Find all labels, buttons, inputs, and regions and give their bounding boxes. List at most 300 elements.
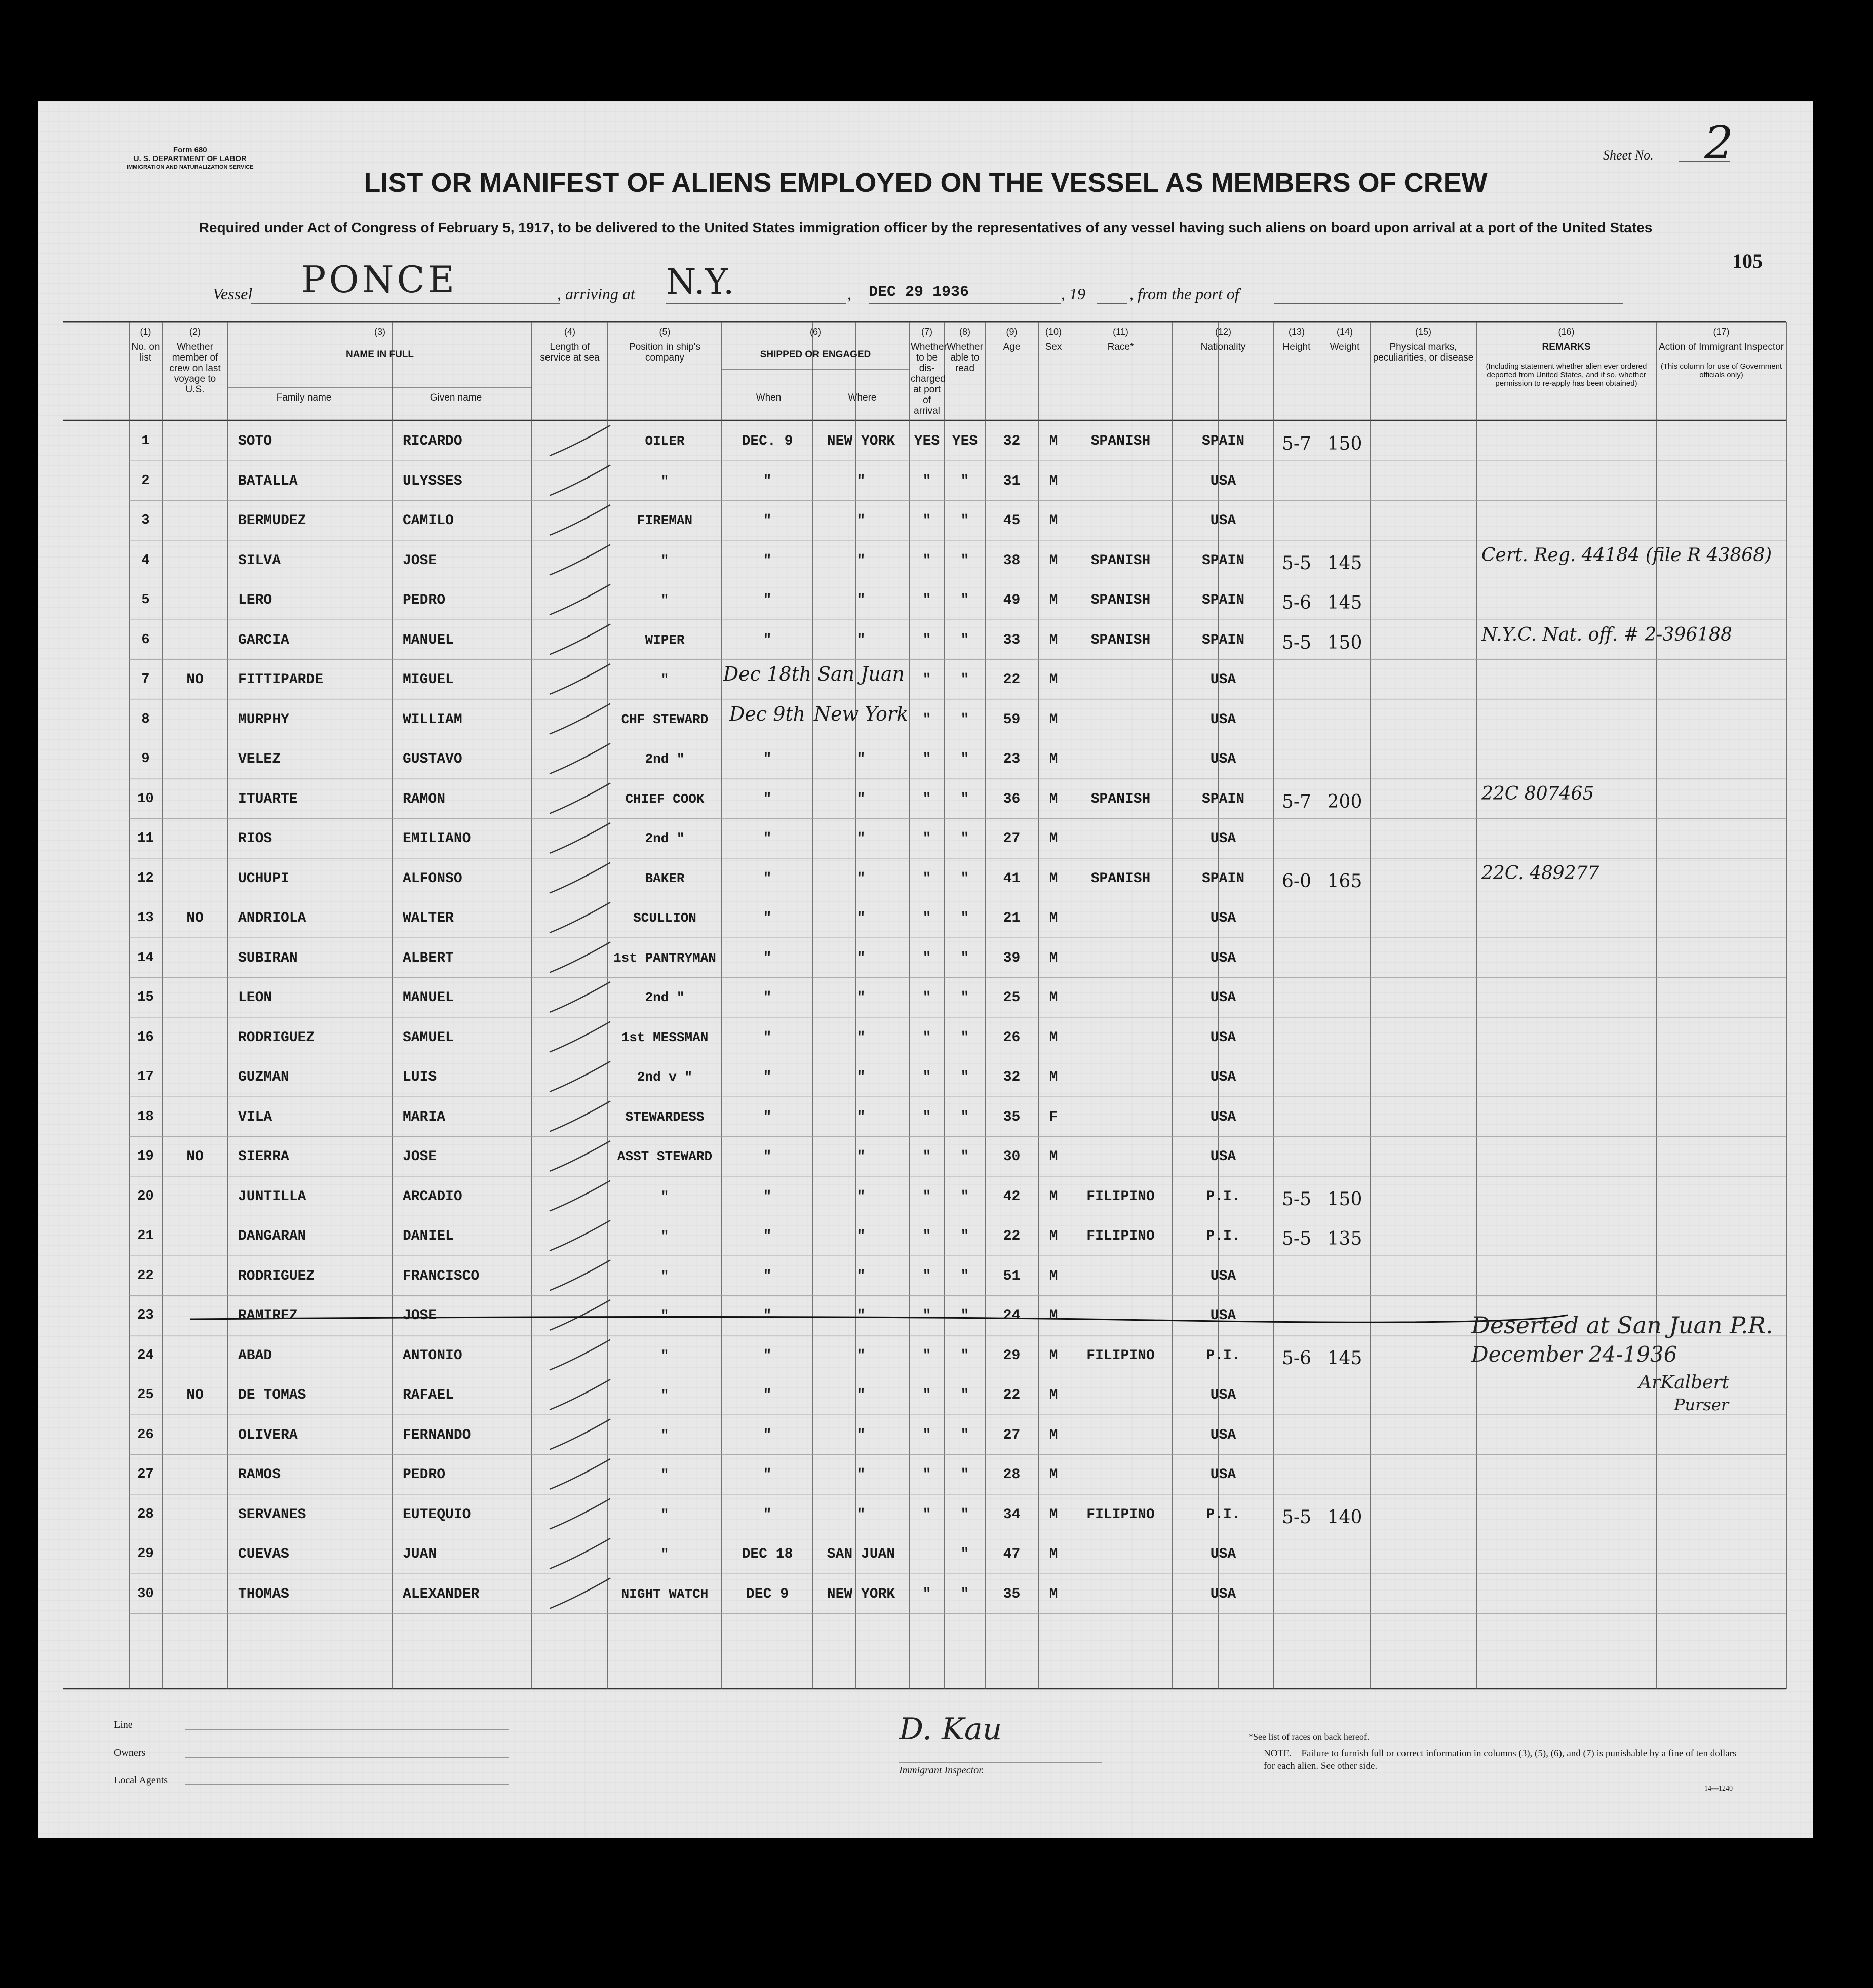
- cell-position: 2nd ": [645, 831, 685, 846]
- cell-sex: M: [1049, 711, 1058, 728]
- column-header: Whether able to read: [947, 342, 983, 374]
- cell-family: RODRIGUEZ: [238, 1029, 315, 1046]
- cell-position: ": [660, 1387, 669, 1403]
- cell-where: San Juan: [817, 663, 905, 685]
- cell-age: 27: [1003, 1427, 1021, 1443]
- cell-when: ": [763, 870, 772, 887]
- cell-sex: M: [1049, 1308, 1058, 1324]
- service-check-mark: [550, 1340, 610, 1370]
- inspector-signature: D. Kau: [899, 1712, 1002, 1747]
- cell-no: 3: [141, 513, 150, 528]
- cell-family: LEON: [238, 990, 272, 1006]
- column-header: REMARKS: [1542, 342, 1591, 352]
- cell-read: ": [960, 632, 969, 648]
- cell-nationality: USA: [1210, 1387, 1236, 1403]
- cell-race: SPANISH: [1090, 632, 1151, 648]
- cell-given: WILLIAM: [403, 711, 462, 728]
- cell-position: 1st PANTRYMAN: [613, 950, 716, 966]
- cell-remarks: 22C 807465: [1481, 783, 1594, 804]
- cell-sex: M: [1049, 1149, 1058, 1165]
- cell-read: ": [960, 870, 969, 887]
- cell-age: 32: [1003, 1069, 1021, 1085]
- cell-where: ": [856, 1029, 866, 1046]
- cell-sex: M: [1049, 592, 1058, 608]
- cell-when: ": [763, 1268, 772, 1284]
- cell-given: PEDRO: [403, 1467, 446, 1483]
- cell-when: Dec 9th: [729, 702, 806, 725]
- column-number: (2): [189, 327, 201, 337]
- cell-family: SERVANES: [238, 1506, 306, 1523]
- cell-position: BAKER: [645, 870, 685, 886]
- cell-family: BATALLA: [238, 473, 298, 489]
- cell-discharged: ": [922, 1586, 931, 1602]
- cell-discharged: ": [922, 910, 931, 926]
- service-check-mark: [550, 1379, 610, 1410]
- cell-given: ANTONIO: [403, 1347, 462, 1364]
- cell-discharged: ": [922, 711, 931, 728]
- cell-no: 24: [137, 1347, 154, 1363]
- cell-sex: M: [1049, 870, 1058, 887]
- cell-sex: M: [1049, 831, 1058, 847]
- cell-no: 5: [141, 592, 150, 608]
- cell-no: 16: [137, 1029, 154, 1045]
- cell-no: 25: [137, 1387, 154, 1403]
- cell-weight: 200: [1327, 791, 1362, 812]
- cell-given: EUTEQUIO: [403, 1506, 471, 1523]
- cell-sex: M: [1049, 1228, 1058, 1244]
- cell-read: ": [960, 751, 969, 767]
- cell-when: ": [763, 1069, 772, 1085]
- cell-family: JUNTILLA: [238, 1188, 306, 1205]
- cell-when: ": [763, 632, 772, 648]
- cell-when: ": [763, 1506, 772, 1523]
- cell-family: BERMUDEZ: [238, 513, 306, 529]
- cell-discharged: ": [922, 1308, 931, 1324]
- cell-given: GUSTAVO: [403, 751, 462, 767]
- cell-discharged: ": [922, 751, 931, 767]
- cell-no: 21: [137, 1228, 154, 1244]
- service-check-mark: [550, 1578, 610, 1609]
- cell-when: ": [763, 1149, 772, 1165]
- cell-where: ": [856, 1308, 866, 1324]
- cell-age: 36: [1003, 791, 1021, 807]
- cell-given: DANIEL: [403, 1228, 454, 1244]
- service-check-mark: [550, 624, 610, 655]
- cell-nationality: USA: [1210, 1029, 1236, 1046]
- cell-weight: 140: [1327, 1506, 1362, 1528]
- cell-position: ": [660, 1427, 669, 1443]
- cell-nationality: USA: [1210, 1149, 1236, 1165]
- cell-sex: M: [1049, 751, 1058, 767]
- cell-no: 15: [137, 990, 154, 1005]
- cell-position: ASST STEWARD: [617, 1149, 713, 1164]
- cell-read: ": [960, 1387, 969, 1403]
- service-name: IMMIGRATION AND NATURALIZATION SERVICE: [127, 164, 254, 170]
- cell-position: STEWARDESS: [625, 1109, 705, 1125]
- cell-when: ": [763, 990, 772, 1006]
- cell-read: ": [960, 1347, 969, 1364]
- cell-discharged: YES: [914, 433, 940, 449]
- cell-age: 32: [1003, 433, 1021, 449]
- cell-no: 13: [137, 910, 154, 926]
- cell-where: ": [856, 473, 866, 489]
- cell-position: 2nd ": [645, 751, 685, 767]
- cell-height: 5-5: [1282, 1188, 1311, 1210]
- cell-discharged: ": [922, 592, 931, 608]
- cell-discharged: ": [922, 791, 931, 807]
- cell-sex: M: [1049, 1387, 1058, 1403]
- owners-label: Owners: [114, 1747, 146, 1758]
- cell-sex: M: [1049, 632, 1058, 648]
- cell-position: ": [660, 1467, 669, 1482]
- cell-when: DEC 18: [742, 1546, 793, 1562]
- cell-age: 28: [1003, 1467, 1021, 1483]
- column-number: (15): [1415, 327, 1431, 337]
- cell-age: 51: [1003, 1268, 1021, 1284]
- cell-remarks: N.Y.C. Nat. off. # 2-396188: [1481, 624, 1732, 645]
- cell-read: ": [960, 1069, 969, 1085]
- cell-position: ": [660, 1188, 669, 1204]
- cell-position: SCULLION: [633, 910, 696, 926]
- cell-where: ": [856, 552, 866, 569]
- cell-no: 18: [137, 1109, 154, 1125]
- cell-weight: 145: [1327, 1347, 1362, 1369]
- cell-age: 42: [1003, 1188, 1021, 1205]
- cell-where: ": [856, 990, 866, 1006]
- cell-height: 5-5: [1282, 1506, 1311, 1528]
- cell-no: 6: [141, 632, 150, 648]
- cell-height: 5-7: [1282, 791, 1311, 812]
- cell-discharged: ": [922, 513, 931, 529]
- service-check-mark: [550, 1061, 610, 1092]
- cell-given: ULYSSES: [403, 473, 462, 489]
- column-number: (10): [1045, 327, 1062, 337]
- cell-position: ": [660, 672, 669, 687]
- cell-when: ": [763, 791, 772, 807]
- local-agents-label: Local Agents: [114, 1775, 168, 1786]
- cell-family: FITTIPARDE: [238, 672, 324, 688]
- cell-discharged: ": [922, 1387, 931, 1403]
- cell-read: ": [960, 1268, 969, 1284]
- cell-where: ": [856, 910, 866, 926]
- column-subheader: When: [756, 392, 782, 403]
- sheet-number: 2: [1704, 116, 1734, 170]
- service-check-mark: [550, 505, 610, 535]
- arriving-label: , arriving at: [557, 285, 635, 303]
- cell-position: 2nd ": [645, 990, 685, 1005]
- cell-race: SPANISH: [1090, 870, 1151, 887]
- cell-nationality: P.I.: [1206, 1347, 1240, 1364]
- service-check-mark: [550, 942, 610, 973]
- cell-position: 2nd v ": [637, 1069, 693, 1085]
- cell-age: 27: [1003, 831, 1021, 847]
- cell-read: ": [960, 1029, 969, 1046]
- cell-height: 5-5: [1282, 632, 1311, 653]
- service-check-mark: [550, 1101, 610, 1132]
- cell-sex: M: [1049, 1188, 1058, 1205]
- cell-prev: NO: [186, 672, 204, 688]
- cell-sex: M: [1049, 1029, 1058, 1046]
- cell-read: ": [960, 1308, 969, 1324]
- cell-given: SAMUEL: [403, 1029, 454, 1046]
- column-header: Length of service at sea: [540, 342, 600, 363]
- cell-age: 24: [1003, 1308, 1021, 1324]
- cell-nationality: USA: [1210, 1109, 1236, 1125]
- cell-position: NIGHT WATCH: [621, 1586, 709, 1602]
- manifest-sheet: [38, 101, 1813, 1838]
- cell-age: 38: [1003, 552, 1021, 569]
- column-number: (3): [374, 327, 385, 337]
- cell-where: NEW YORK: [827, 433, 895, 449]
- cell-read: ": [960, 1188, 969, 1205]
- cell-nationality: USA: [1210, 672, 1236, 688]
- arriving-port: N.Y.: [666, 262, 734, 302]
- cell-family: GARCIA: [238, 632, 289, 648]
- cell-read: ": [960, 791, 969, 807]
- cell-age: 30: [1003, 1149, 1021, 1165]
- column-header: Sex: [1045, 342, 1062, 352]
- cell-discharged: ": [922, 950, 931, 966]
- cell-nationality: SPAIN: [1201, 592, 1244, 608]
- cell-sex: M: [1049, 433, 1058, 449]
- cell-when: ": [763, 1228, 772, 1244]
- cell-weight: 165: [1327, 870, 1362, 892]
- cell-when: Dec 18th: [723, 663, 812, 685]
- cell-family: GUZMAN: [238, 1069, 289, 1085]
- cell-sex: M: [1049, 910, 1058, 926]
- cell-given: JOSE: [403, 1149, 437, 1165]
- service-check-mark: [550, 1499, 610, 1529]
- cell-family: SOTO: [238, 433, 272, 449]
- cell-family: DANGARAN: [238, 1228, 306, 1244]
- column-number: (8): [959, 327, 970, 337]
- cell-age: 34: [1003, 1506, 1021, 1523]
- cell-discharged: ": [922, 1506, 931, 1523]
- cell-no: 14: [137, 950, 154, 966]
- cell-height: 5-6: [1282, 1347, 1311, 1369]
- cell-where: ": [856, 950, 866, 966]
- cell-height: 5-7: [1282, 433, 1311, 454]
- cell-discharged: ": [922, 1109, 931, 1125]
- cell-read: YES: [952, 433, 978, 449]
- cell-where: New York: [813, 702, 909, 725]
- cell-weight: 150: [1327, 632, 1362, 653]
- cell-family: RIOS: [238, 831, 272, 847]
- cell-no: 12: [137, 870, 154, 886]
- cell-where: SAN JUAN: [827, 1546, 895, 1562]
- column-number: (1): [140, 327, 151, 337]
- cell-family: ITUARTE: [238, 791, 298, 807]
- cell-prev: NO: [186, 1149, 204, 1165]
- cell-race: SPANISH: [1090, 791, 1151, 807]
- cell-given: ALEXANDER: [403, 1586, 480, 1602]
- cell-age: 35: [1003, 1586, 1021, 1602]
- cell-where: ": [856, 831, 866, 847]
- cell-given: FERNANDO: [403, 1427, 471, 1443]
- cell-nationality: SPAIN: [1201, 552, 1244, 569]
- cell-read: ": [960, 990, 969, 1006]
- cell-when: DEC 9: [746, 1586, 789, 1602]
- cell-discharged: ": [922, 473, 931, 489]
- cell-when: ": [763, 751, 772, 767]
- cell-nationality: P.I.: [1206, 1506, 1240, 1523]
- column-header: Action of Immigrant Inspector: [1658, 342, 1784, 352]
- cell-age: 39: [1003, 950, 1021, 966]
- cell-age: 49: [1003, 592, 1021, 608]
- cell-discharged: ": [922, 552, 931, 569]
- cell-where: ": [856, 1228, 866, 1244]
- cell-when: ": [763, 910, 772, 926]
- cell-given: MANUEL: [403, 990, 454, 1006]
- cell-nationality: SPAIN: [1201, 791, 1244, 807]
- cell-remarks: Cert. Reg. 44184 (file R 43868): [1481, 544, 1772, 566]
- service-check-mark: [550, 1181, 610, 1211]
- column-header: Physical marks, peculiarities, or disease: [1373, 342, 1474, 363]
- cell-no: 28: [137, 1506, 154, 1522]
- stamped-page-number: 105: [1732, 250, 1763, 272]
- cell-nationality: USA: [1210, 1586, 1236, 1602]
- cell-when: ": [763, 1467, 772, 1483]
- column-header: Race*: [1107, 342, 1134, 352]
- cell-sex: M: [1049, 990, 1058, 1006]
- cell-nationality: USA: [1210, 1268, 1236, 1284]
- cell-nationality: USA: [1210, 990, 1236, 1006]
- cell-read: ": [960, 711, 969, 728]
- column-number: (4): [564, 327, 575, 337]
- cell-position: ": [660, 1228, 669, 1244]
- cell-race: FILIPINO: [1086, 1347, 1155, 1364]
- column-number: (16): [1558, 327, 1575, 337]
- cell-where: ": [856, 1149, 866, 1165]
- penalty-note: NOTE.—Failure to furnish full or correct information in columns (3), (5), (6), and (7) is punishable by a fine of ten dollars for each alien. See other side.: [1264, 1748, 1737, 1771]
- cell-family: ANDRIOLA: [238, 910, 306, 926]
- cell-given: RAMON: [403, 791, 446, 807]
- column-number: (11): [1113, 327, 1128, 337]
- column-number: (9): [1006, 327, 1018, 337]
- cell-given: ARCADIO: [403, 1188, 462, 1205]
- cell-no: 11: [137, 831, 154, 846]
- cell-age: 29: [1003, 1347, 1021, 1364]
- service-check-mark: [550, 783, 610, 814]
- cell-nationality: USA: [1210, 513, 1236, 529]
- service-check-mark: [550, 1141, 610, 1171]
- cell-weight: 150: [1327, 433, 1362, 454]
- cell-nationality: USA: [1210, 1546, 1236, 1562]
- cell-given: RICARDO: [403, 433, 462, 449]
- column-number: (5): [659, 327, 671, 337]
- cell-age: 22: [1003, 1387, 1021, 1403]
- service-check-mark: [550, 743, 610, 774]
- cell-read: ": [960, 1149, 969, 1165]
- column-subheader: Family name: [276, 392, 332, 403]
- cell-where: ": [856, 632, 866, 648]
- service-check-mark: [550, 1419, 610, 1450]
- cell-family: SIERRA: [238, 1149, 289, 1165]
- cell-nationality: SPAIN: [1201, 870, 1244, 887]
- cell-weight: 145: [1327, 592, 1362, 613]
- cell-position: WIPER: [645, 632, 685, 648]
- cell-sex: M: [1049, 513, 1058, 529]
- cell-family: RAMOS: [238, 1467, 281, 1483]
- cell-age: 25: [1003, 990, 1021, 1006]
- cell-when: ": [763, 1308, 772, 1324]
- cell-where: ": [856, 751, 866, 767]
- cell-when: ": [763, 513, 772, 529]
- cell-no: 23: [137, 1308, 154, 1323]
- cell-race: FILIPINO: [1086, 1188, 1155, 1205]
- cell-where: ": [856, 1188, 866, 1205]
- column-note: (Including statement whether alien ever ordered deported from United States, and if so, whether permission to re-apply has been obtained): [1486, 362, 1647, 388]
- cell-age: 41: [1003, 870, 1021, 887]
- cell-nationality: USA: [1210, 1427, 1236, 1443]
- cell-when: DEC. 9: [742, 433, 793, 449]
- cell-where: ": [856, 592, 866, 608]
- cell-family: MURPHY: [238, 711, 289, 728]
- service-check-mark: [550, 863, 610, 893]
- cell-sex: M: [1049, 791, 1058, 807]
- cell-position: ": [660, 592, 669, 608]
- sheet-label: Sheet No.: [1603, 148, 1654, 163]
- service-check-mark: [550, 425, 610, 456]
- cell-no: 30: [137, 1586, 154, 1602]
- cell-when: ": [763, 1427, 772, 1443]
- cell-no: 1: [141, 433, 150, 449]
- cell-no: 7: [141, 672, 150, 687]
- column-header: Nationality: [1200, 342, 1246, 352]
- cell-family: SILVA: [238, 552, 281, 569]
- service-check-mark: [550, 1538, 610, 1569]
- cell-where: ": [856, 1069, 866, 1085]
- cell-family: VILA: [238, 1109, 272, 1125]
- cell-no: 20: [137, 1188, 154, 1204]
- cell-race: SPANISH: [1090, 433, 1151, 449]
- cell-given: WALTER: [403, 910, 454, 926]
- cell-nationality: USA: [1210, 1069, 1236, 1085]
- cell-given: LUIS: [403, 1069, 437, 1085]
- cell-given: ALBERT: [403, 950, 454, 966]
- column-number: (13): [1288, 327, 1305, 337]
- column-number: (17): [1713, 327, 1730, 337]
- cell-sex: M: [1049, 1347, 1058, 1364]
- cell-nationality: USA: [1210, 473, 1236, 489]
- column-header: No. on list: [131, 342, 160, 363]
- cell-height: 6-0: [1282, 870, 1311, 892]
- cell-family: OLIVERA: [238, 1427, 298, 1443]
- year-label: , 19: [1061, 285, 1085, 303]
- cell-nationality: USA: [1210, 751, 1236, 767]
- cell-height: 5-5: [1282, 552, 1311, 574]
- service-check-mark: [550, 1459, 610, 1489]
- vessel-name: PONCE: [301, 258, 458, 301]
- cell-age: 31: [1003, 473, 1021, 489]
- column-number: (14): [1336, 327, 1353, 337]
- cell-position: ": [660, 473, 669, 489]
- cell-no: 19: [137, 1149, 154, 1164]
- cell-position: ": [660, 1268, 669, 1284]
- cell-nationality: SPAIN: [1201, 632, 1244, 648]
- cell-given: FRANCISCO: [403, 1268, 480, 1284]
- cell-when: ": [763, 552, 772, 569]
- column-header: SHIPPED OR ENGAGED: [760, 349, 871, 360]
- inspector-label: Immigrant Inspector.: [899, 1765, 984, 1776]
- cell-where: ": [856, 1427, 866, 1443]
- cell-given: JUAN: [403, 1546, 437, 1562]
- cell-discharged: ": [922, 990, 931, 1006]
- cell-where: NEW YORK: [827, 1586, 895, 1602]
- cell-nationality: USA: [1210, 1308, 1236, 1324]
- cell-read: ": [960, 1427, 969, 1443]
- cell-discharged: ": [922, 1029, 931, 1046]
